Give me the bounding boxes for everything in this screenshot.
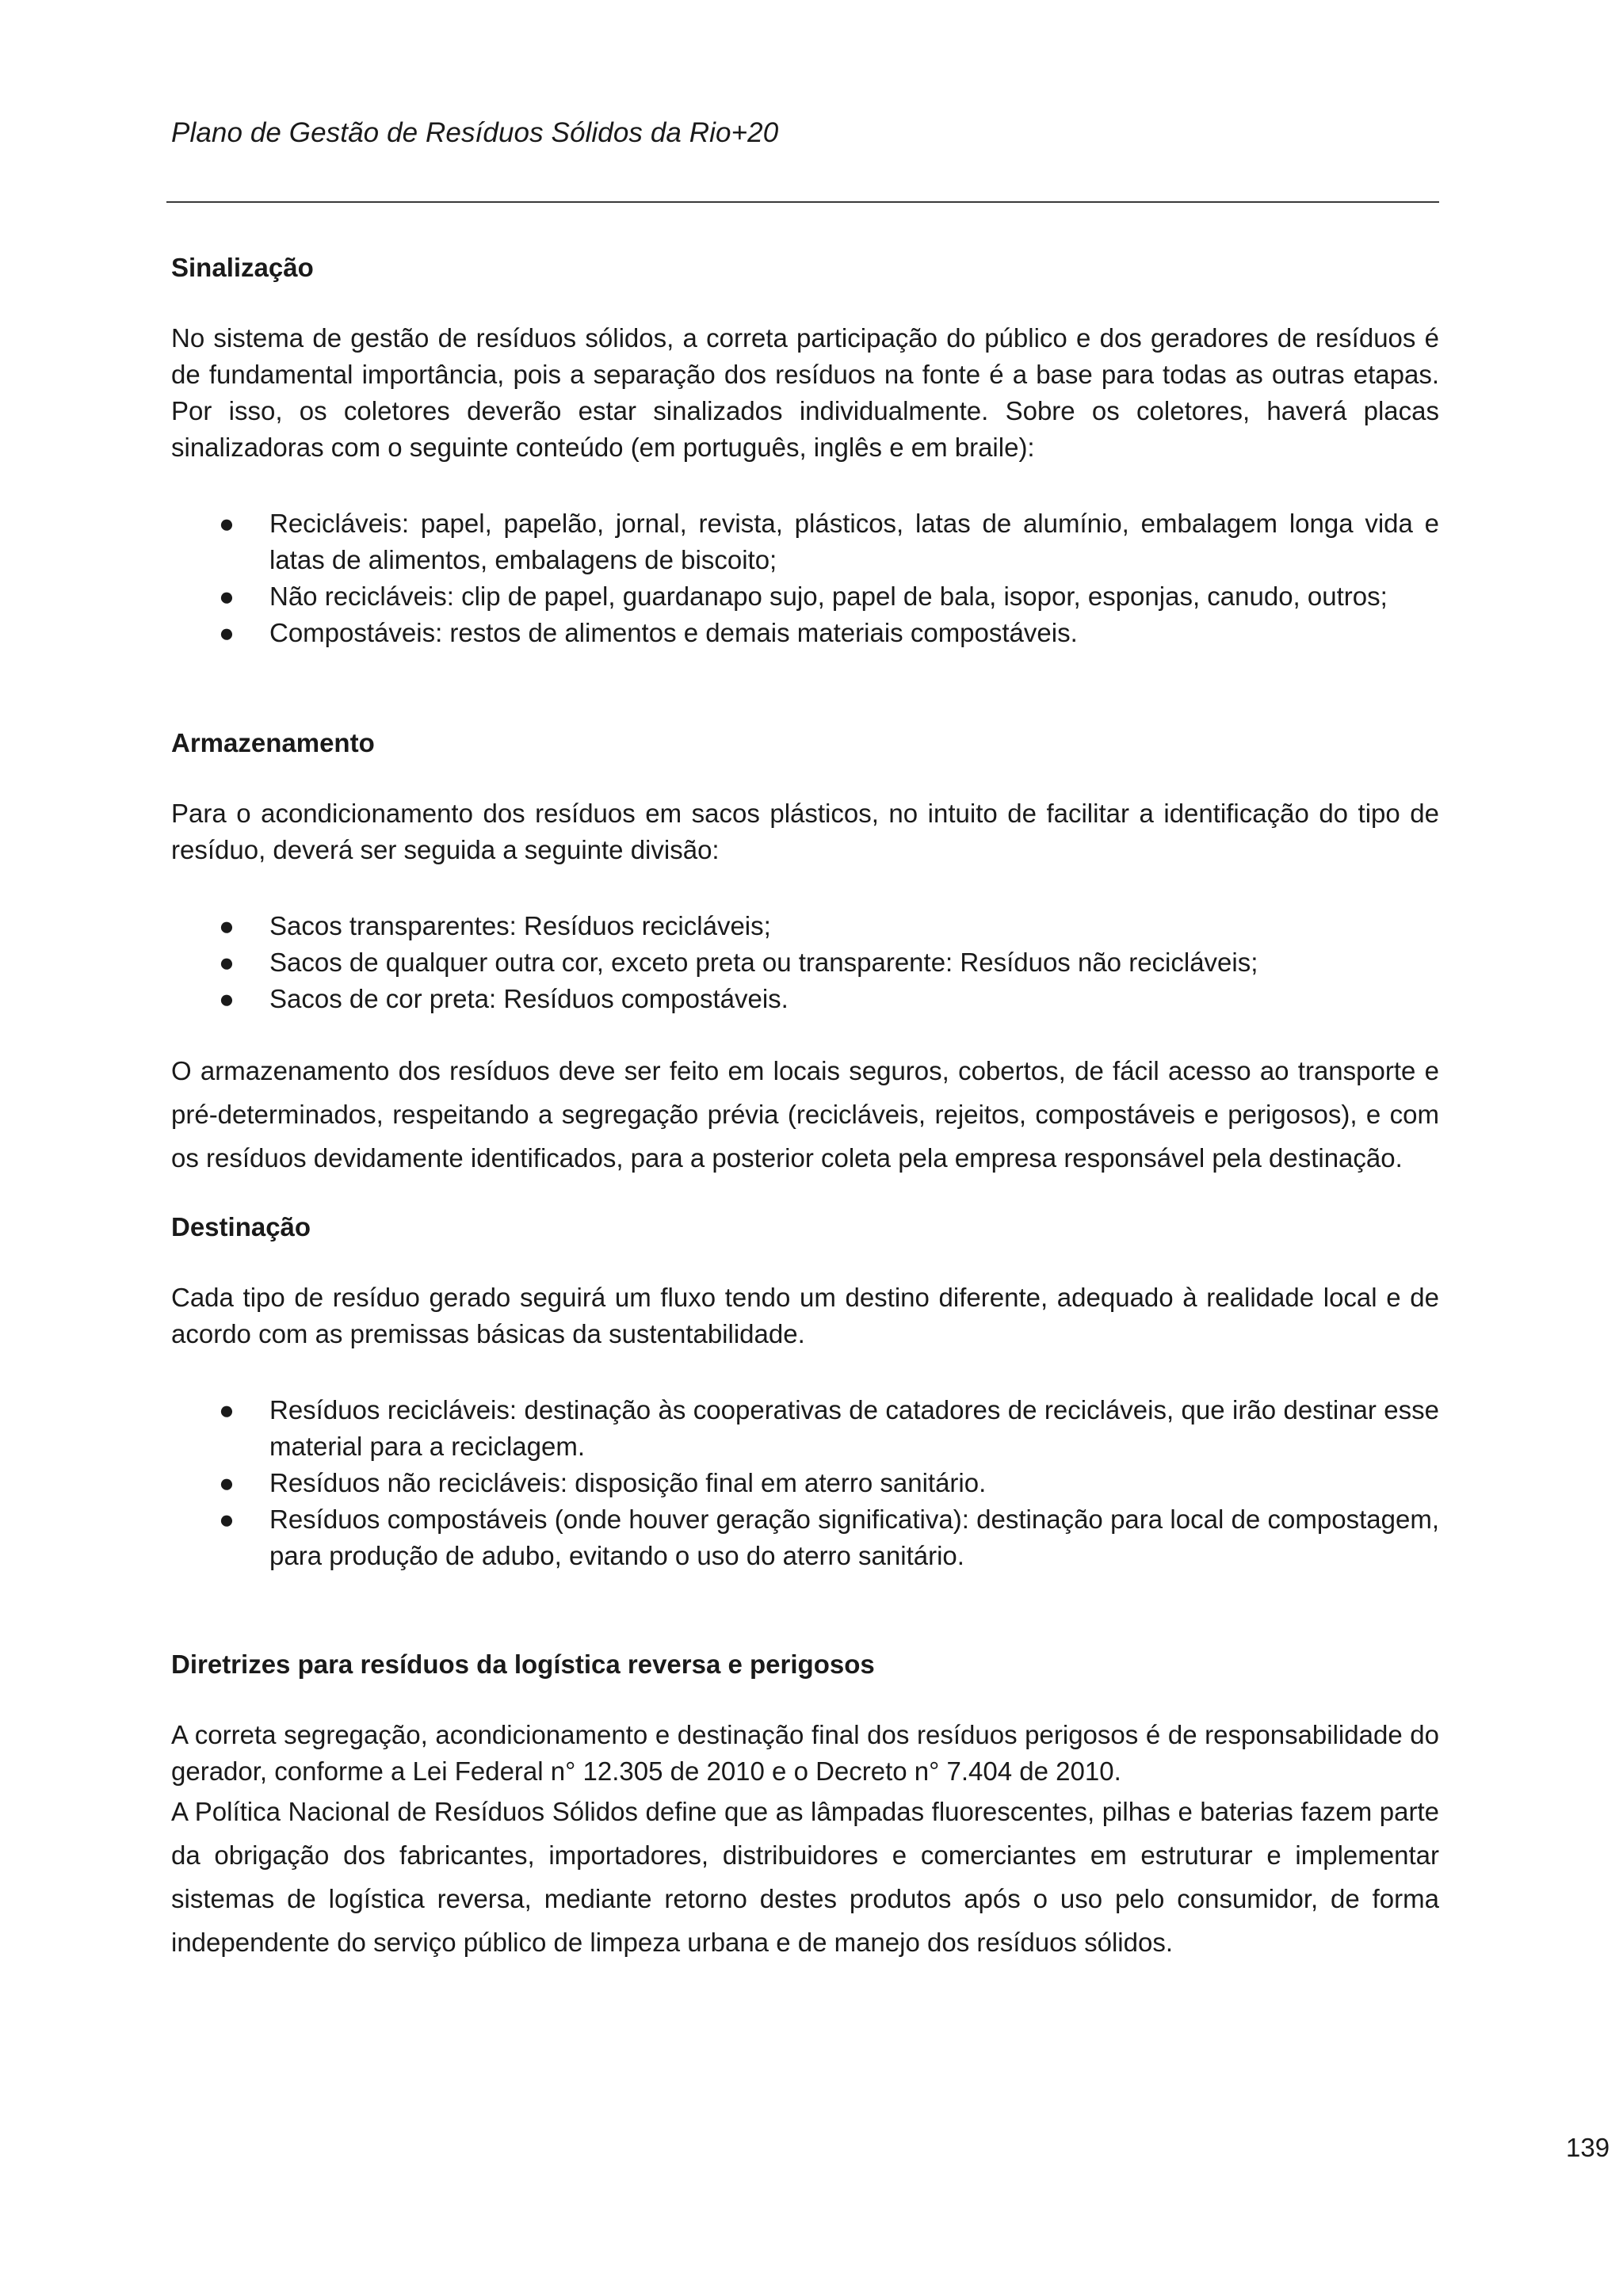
paragraph-diretrizes: A correta segregação, acondicionamento e destinação final dos resíduos perigosos é de responsabilidade do gerador, conforme a Lei Federal n° 12.305 de 2010 e o Decreto n° 7.404 de 2010.	[171, 1720, 1439, 1786]
list-item	[171, 908, 1439, 944]
section-heading-armazenamento: Armazenamento	[171, 728, 375, 757]
section-heading-diretrizes: Diretrizes para resíduos da logística reversa e perigosos	[171, 1650, 875, 1679]
running-header: Plano de Gestão de Resíduos Sólidos da Rio+20	[171, 117, 779, 148]
paragraph-armazenamento-2: O armazenamento dos resíduos deve ser feito em locais seguros, cobertos, de fácil acesso ao transporte e pré-determinados, respeitando a segregação prévia (recicláveis, rejeitos, compostáveis e perigosos), e com os resíduos devidamente identificados, para a posterior coleta pela empresa responsável pela destinação.	[171, 1056, 1439, 1173]
header-divider	[166, 201, 1439, 203]
list-item	[171, 505, 1439, 578]
section-heading-sinalizacao: Sinalização	[171, 253, 314, 282]
list-destinacao	[171, 1392, 1439, 1574]
list-item	[171, 1392, 1439, 1465]
bullet-icon: ●	[219, 1395, 235, 1425]
list-item-text: Resíduos compostáveis (onde houver geração significativa): destinação para local de compostagem, para produção de adubo, evitando o uso do aterro sanitário.	[269, 1505, 1439, 1570]
page-number: 139	[1566, 2133, 1610, 2162]
bullet-icon: ●	[219, 984, 235, 1013]
list-sinalizacao	[171, 505, 1439, 651]
list-item	[171, 1501, 1439, 1574]
paragraph-diretrizes-2: A Política Nacional de Resíduos Sólidos define que as lâmpadas fluorescentes, pilhas e baterias fazem parte da obrigação dos fabricantes, importadores, distribuidores e comerciantes em estruturar e implementar sistemas de logística reversa, mediante retorno destes produtos após o uso pelo consumidor, de forma independente do serviço público de limpeza urbana e de manejo dos resíduos sólidos.	[171, 1797, 1439, 1957]
section-heading-destinacao: Destinação	[171, 1212, 311, 1241]
bullet-icon: ●	[219, 1468, 235, 1497]
list-item-text: Resíduos não recicláveis: disposição final em aterro sanitário.	[269, 1468, 987, 1497]
list-item-text: Não recicláveis: clip de papel, guardanapo sujo, papel de bala, isopor, esponjas, canudo, outros;	[269, 582, 1388, 611]
bullet-icon: ●	[219, 911, 235, 940]
paragraph-destinacao: Cada tipo de resíduo gerado seguirá um fluxo tendo um destino diferente, adequado à realidade local e de acordo com as premissas básicas da sustentabilidade.	[171, 1283, 1439, 1348]
list-item-text: Sacos de cor preta: Resíduos compostáveis.	[269, 984, 789, 1013]
list-item-text: Recicláveis: papel, papelão, jornal, revista, plásticos, latas de alumínio, embalagem longa vida e latas de alimentos, embalagens de biscoito;	[269, 509, 1439, 574]
list-armazenamento	[171, 908, 1439, 1017]
bullet-icon: ●	[219, 948, 235, 977]
bullet-icon: ●	[219, 509, 235, 538]
paragraph-armazenamento: Para o acondicionamento dos resíduos em sacos plásticos, no intuito de facilitar a identificação do tipo de resíduo, deverá ser seguida a seguinte divisão:	[171, 799, 1439, 864]
list-item	[171, 1465, 1439, 1501]
list-item	[171, 944, 1439, 981]
list-item	[171, 578, 1439, 615]
paragraph-sinalizacao: No sistema de gestão de resíduos sólidos, a correta participação do público e dos geradores de resíduos é de fundamental importância, pois a separação dos resíduos na fonte é a base para todas as outras etapas. Por isso, os coletores deverão estar sinalizados individualmente. Sobre os coletores, haverá placas sinalizadoras com o seguinte conteúdo (em português, inglês e em braile):	[171, 323, 1439, 462]
page-content	[171, 252, 1439, 1964]
list-item-text: Sacos de qualquer outra cor, exceto preta ou transparente: Resíduos não recicláveis;	[269, 948, 1258, 977]
bullet-icon: ●	[219, 1505, 235, 1534]
list-item-text: Resíduos recicláveis: destinação às cooperativas de catadores de recicláveis, que irão destinar esse material para a reciclagem.	[269, 1395, 1439, 1461]
bullet-icon: ●	[219, 582, 235, 611]
bullet-icon: ●	[219, 618, 235, 647]
list-item-text: Sacos transparentes: Resíduos recicláveis;	[269, 911, 771, 940]
list-item	[171, 981, 1439, 1017]
list-item-text: Compostáveis: restos de alimentos e demais materiais compostáveis.	[269, 618, 1078, 647]
list-item	[171, 615, 1439, 651]
